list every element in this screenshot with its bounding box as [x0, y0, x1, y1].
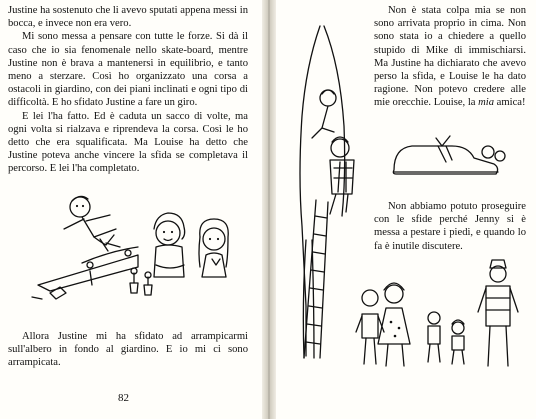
- paragraph: E lei l'ha fatto. Ed è caduta un sacco di volte, ma ogni volta si rialzava e riprendeva la corsa. Così le ho detto che era squalificata. Ma Louise ha detto che Justine poteva anche vincere la sfida se completava il percorso. E lei l'ha completato.: [8, 110, 248, 175]
- paragraph: Mi sono messa a pensare con tutte le forze. Si dà il caso che io sia fenomenale nello skate-board, mentre Justine non è brava a mantenersi in equilibrio, e tanto meno a sterzare. Così ho organizzato una corsa a ostacoli in giardino, con dei piani inclinati e ogni tipo di difficoltà. E ho sfidato Justine a fare un giro.: [8, 31, 248, 109]
- paragraph: Allora Justine mi ha sfidato ad arrampicarmi sull'albero in fondo al giardino. E io mi ci sono arrampicata.: [8, 331, 248, 369]
- left-page: [0, 0, 262, 419]
- paragraph: Justine ha sostenuto che li avevo sputati appena messi in bocca, e invece non era vero.: [8, 5, 248, 30]
- paragraph: [374, 4, 526, 110]
- page-number: 82: [118, 392, 129, 404]
- right-page: [276, 0, 536, 419]
- left-top-text: [8, 4, 248, 176]
- paragraph: Non abbiamo potuto proseguire con le sfide perché Jenny si è messa a pestare i piedi, e quando lo fa è inutile discutere.: [374, 201, 526, 252]
- kids-group-illustration: [358, 254, 528, 374]
- text-run: Non è stata colpa mia se non sono arrivata proprio in cima. Non sono stata io a chiedere a quello stupido di Mike di immischiarsi. Ma Justine ha dichiarato che avevo perso la sfida, e Louise le ha dato ragione. Non potevo credere alle mie orecchie. Louise, la: [374, 5, 526, 109]
- right-top-text: [374, 4, 526, 110]
- book-gutter: [262, 0, 276, 419]
- shoe-illustration: [388, 132, 508, 182]
- right-bottom-text: [374, 200, 526, 253]
- skateboard-illustration: [20, 185, 260, 315]
- text-run: amica!: [494, 97, 526, 109]
- emphasis-text: mia: [478, 97, 495, 109]
- left-bottom-text: [8, 330, 248, 370]
